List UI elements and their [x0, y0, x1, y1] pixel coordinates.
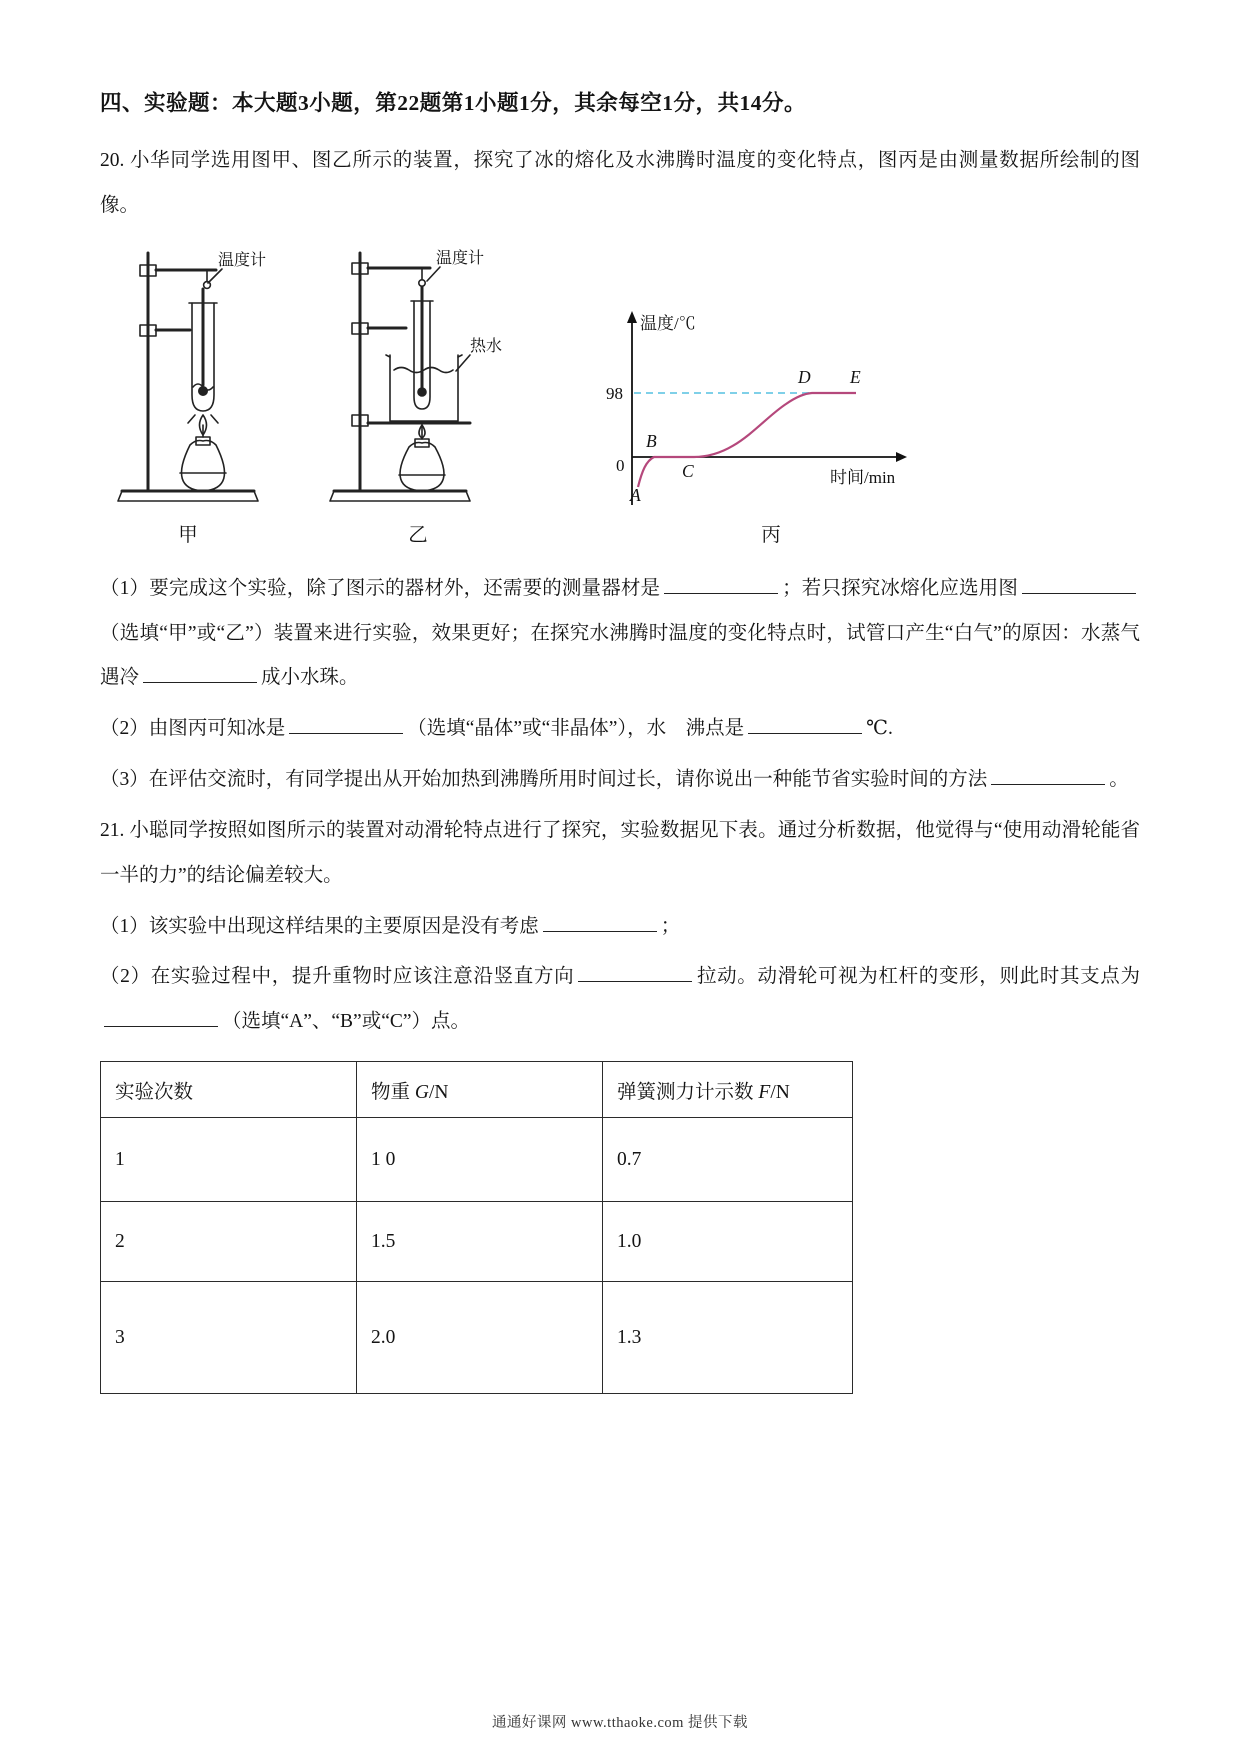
- header-symbol: G: [414, 1081, 429, 1103]
- answer-blank: [664, 573, 778, 594]
- graph-bing-svg: [580, 307, 962, 515]
- thermometer-label-yi: 温度计: [436, 249, 485, 267]
- cell-trial-3: 3: [101, 1282, 357, 1394]
- col-header-trial: [101, 1062, 357, 1118]
- caption-bing: 丙: [761, 524, 781, 546]
- col-header-weight: [357, 1062, 603, 1118]
- q21-part2: [100, 955, 1140, 1045]
- text-run: （1）要完成这个实验，除了图示的器材外，还需要的测量器材是: [100, 577, 661, 599]
- x-axis-label: 时间/min: [830, 467, 896, 487]
- ytick-98: 98: [606, 383, 623, 403]
- table-row: [101, 1282, 853, 1394]
- point-label-C: C: [682, 460, 694, 481]
- cell-trial-1: 1: [101, 1118, 357, 1202]
- text-run: （选填“晶体”或“非晶体”），水 沸点是: [407, 718, 745, 740]
- caption-yi: 乙: [408, 524, 428, 546]
- answer-blank: [1022, 573, 1136, 594]
- answer-blank: [289, 714, 403, 735]
- col-header-force: [603, 1062, 853, 1118]
- table-header-row: [101, 1062, 853, 1118]
- point-label-D: D: [798, 366, 811, 387]
- q20-part3: [100, 758, 1140, 803]
- apparatus-yi-svg: [318, 239, 518, 515]
- text-run: 成小水珠。: [261, 667, 359, 689]
- text-run: （3）在评估交流时，有同学提出从开始加热到沸腾所用时间过长，请你说出一种能节省实验时间的方法: [100, 769, 988, 791]
- x-axis-arrow: [896, 452, 907, 462]
- answer-blank: [143, 663, 257, 684]
- apparatus-jia: [104, 239, 272, 547]
- q21-intro: 21. 小聪同学按照如图所示的装置对动滑轮特点进行了探究，实验数据见下表。通过分析数据，他觉得与“使用动滑轮能省一半的力”的结论偏差较大。: [100, 819, 1140, 886]
- y-axis-arrow: [627, 311, 637, 323]
- cell-force-3: 1.3: [603, 1282, 853, 1394]
- text-run: （1）该实验中出现这样结果的主要原因是没有考虑: [100, 915, 539, 937]
- q20-part2: [100, 707, 1140, 752]
- section-title: 四、实验题：本大题3小题，第22题第1小题1分，其余每空1分，共14分。: [100, 91, 807, 115]
- graph-bing: [580, 307, 962, 547]
- caption-jia: 甲: [178, 524, 198, 546]
- text-run: （选填“A”、“B”或“C”）点。: [222, 1011, 471, 1033]
- apparatus-jia-svg: [104, 239, 272, 515]
- header-symbol: F: [758, 1081, 771, 1103]
- point-label-E: E: [850, 366, 861, 387]
- page-footer: 通通好课网 www.tthaoke.com 提供下载: [491, 1715, 749, 1731]
- point-label-B: B: [646, 430, 657, 451]
- apparatus-yi: [318, 239, 518, 547]
- experiment-data-table: [100, 1061, 853, 1394]
- answer-blank: [748, 714, 862, 735]
- y-axis-label: 温度/℃: [640, 313, 696, 333]
- header-unit: /N: [770, 1081, 790, 1103]
- answer-blank: [991, 765, 1105, 786]
- hot-water-label: 热水: [470, 337, 503, 355]
- alcohol-lamp: [399, 425, 445, 491]
- text-run: （选填“甲”或“乙”）装置来进行实验，效果更好；在探究水沸腾时温度的变化特点时，试管口产生“白气”的原因：水蒸气遇冷: [100, 622, 1140, 689]
- text-run: 拉动。动滑轮可视为杠杆的变形，则此时其支点为: [696, 966, 1140, 988]
- header-text: 实验次数: [115, 1081, 194, 1103]
- point-label-A: A: [630, 484, 641, 505]
- answer-blank: [578, 962, 692, 983]
- thermometer-label-jia: 温度计: [218, 251, 267, 269]
- header-unit: /N: [428, 1081, 449, 1103]
- text-run: 。: [1109, 769, 1129, 791]
- cell-force-1: 0.7: [603, 1118, 853, 1202]
- cell-weight-3: 2.0: [357, 1282, 603, 1394]
- table-row: [101, 1202, 853, 1282]
- q20-part1: [100, 567, 1140, 702]
- cell-weight-2: 1.5: [357, 1202, 603, 1282]
- cell-trial-2: 2: [101, 1202, 357, 1282]
- text-run: ；若只探究冰熔化应选用图: [782, 577, 1018, 599]
- q20-figure: [100, 239, 1140, 547]
- text-run: ；: [660, 915, 681, 937]
- alcohol-lamp: [180, 425, 226, 491]
- header-text: 物重: [371, 1081, 415, 1103]
- table-row: [101, 1118, 853, 1202]
- answer-blank: [104, 1007, 218, 1028]
- text-run: （2）由图丙可知冰是: [100, 718, 286, 740]
- answer-blank: [543, 911, 657, 932]
- cell-weight-1: 1 0: [357, 1118, 603, 1202]
- text-run: ℃.: [866, 718, 893, 740]
- temperature-curve: [638, 393, 856, 487]
- q21-part1: [100, 905, 1140, 950]
- ytick-0: 0: [616, 455, 625, 475]
- text-run: （2）在实验过程中，提升重物时应该注意沿竖直方向: [100, 966, 575, 988]
- cell-force-2: 1.0: [603, 1202, 853, 1282]
- q20-intro: 20. 小华同学选用图甲、图乙所示的装置，探究了冰的熔化及水沸腾时温度的变化特点，图丙是由测量数据所绘制的图像。: [100, 150, 1140, 216]
- header-text: 弹簧测力计示数: [617, 1081, 759, 1103]
